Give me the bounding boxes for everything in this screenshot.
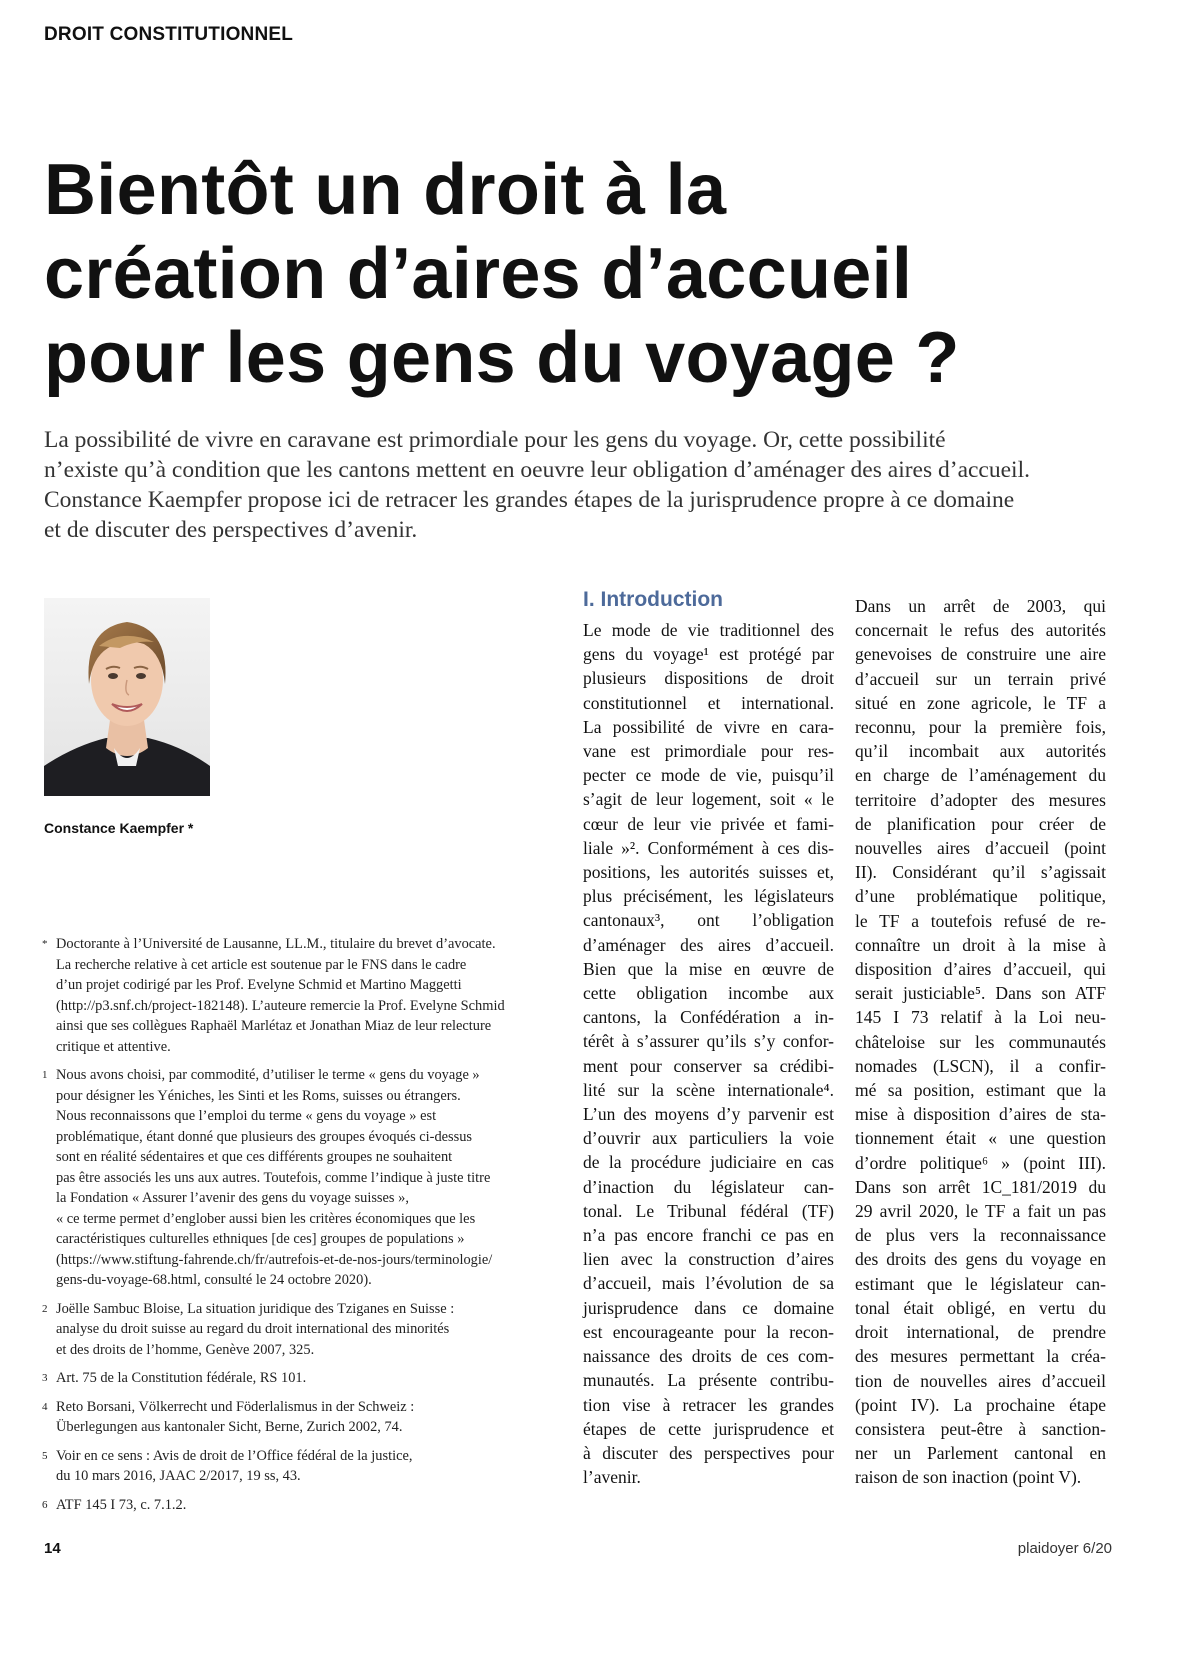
footnote-marker: 1 (42, 1069, 48, 1081)
footnote (40, 1397, 560, 1438)
body-text-line: La possibilité de vivre en cara- (583, 716, 834, 737)
footnote (40, 1446, 560, 1487)
body-text-line: de plus vers la reconnaissance (855, 1225, 1106, 1246)
footnote-line: (http://p3.snf.ch/project-182148). L’auteure remercie la Prof. Evelyne Schmid (56, 997, 505, 1014)
body-text-line: raison de son inaction (point V). (855, 1467, 1082, 1488)
body-text-line: mise à disposition d’aires de sta- (855, 1104, 1106, 1125)
body-text-line: d’aménager des aires d’accueil. (583, 934, 834, 955)
footnote-line: pas être associés les uns aux autres. Toutefois, comme l’indique à juste titre (56, 1169, 491, 1186)
footnote-line: pour désigner les Yéniches, les Sinti et les Roms, suisses ou étrangers. (56, 1087, 461, 1104)
title-line: Bientôt un droit à la (44, 150, 727, 230)
footnote-marker: 6 (42, 1498, 48, 1511)
footnote-line: Art. 75 de la Constitution fédérale, RS 101. (56, 1370, 307, 1386)
body-text-line: de la procédure judiciaire en cas (583, 1152, 834, 1173)
title-line: pour les gens du voyage ? (44, 318, 960, 398)
lead-line: Constance Kaempfer propose ici de retracer les grandes étapes de la jurisprudence propre à ce domaine (44, 487, 1015, 513)
body-text-line: nouvelles aires d’accueil (point (855, 838, 1106, 859)
footnote (40, 1065, 560, 1291)
footnote-line: Joëlle Sambuc Bloise, La situation juridique des Tziganes en Suisse : (56, 1300, 455, 1317)
body-text-line: Dans un arrêt de 2003, qui (855, 596, 1106, 616)
lead-paragraph (44, 425, 1164, 545)
footnote-marker: * (42, 938, 48, 950)
footnote-marker: 3 (42, 1372, 48, 1384)
footnote-line: Voir en ce sens : Avis de droit de l’Office fédéral de la justice, (56, 1447, 413, 1464)
body-text-line: plus précisément, les législateurs (583, 886, 834, 907)
footnote-line: Reto Borsani, Völkerrecht und Föderlalismus in der Schweiz : (56, 1398, 415, 1415)
section-heading-introduction: I. Introduction (583, 588, 723, 611)
footnote-line: d’un projet codirigé par les Prof. Evelyne Schmid et Martino Maggetti (56, 977, 462, 993)
body-text-line: des mesures permettant la créa- (855, 1346, 1106, 1367)
body-text-line: vane est primordiale pour res- (583, 741, 834, 762)
body-text-line: concernait le refus des autorités (855, 620, 1106, 641)
body-text-line: L’un des moyens d’y parvenir est (583, 1104, 834, 1125)
footnote-line: Überlegungen aus kantonaler Sicht, Berne, Zurich 2002, 74. (56, 1419, 403, 1435)
body-text-line: situé en zone agricole, le TF a (855, 692, 1106, 713)
body-text-line: est encourageante pour la recon- (583, 1321, 834, 1342)
body-text-line: tion vise à retracer les grandes (583, 1394, 834, 1415)
footnote-line: problématique, étant donné que plusieurs des groupes évoqués ci-dessus (56, 1128, 473, 1145)
body-text-line: nomades (LSCN), il a confir- (855, 1055, 1106, 1076)
body-text-line: tonal. Le Tribunal fédéral (TF) (583, 1200, 834, 1221)
footnote-line: la Fondation « Assurer l’avenir des gens du voyage suisses », (56, 1190, 409, 1206)
body-text-line: naissance des droits de ces com- (583, 1346, 834, 1367)
body-text-line: lien avec la construction d’aires (583, 1249, 834, 1270)
body-text-line: disposition d’aires d’accueil, qui (855, 959, 1106, 980)
body-text-line: jurisprudence dans ce domaine (583, 1297, 834, 1318)
body-text-line: estimant que le législateur can- (855, 1273, 1106, 1294)
body-text-line: plusieurs dispositions de droit (583, 668, 834, 689)
body-text-line: n’a pas encore franchi ce pas en (583, 1225, 834, 1246)
footnote-line: Doctorante à l’Université de Lausanne, LL.M., titulaire du brevet d’avocate. (56, 936, 496, 952)
body-text-line: châteloise sur les communautés (855, 1031, 1106, 1052)
body-text-line: Bien que la mise en œuvre de (583, 958, 834, 979)
body-text-line: pecter ce mode de vie, puisqu’il (583, 765, 834, 786)
body-text-line: cette obligation incombe aux (583, 983, 834, 1004)
body-text-line: tonal était obligé, en vertu du (855, 1297, 1106, 1318)
body-text-line: des droits des gens du voyage en (855, 1249, 1106, 1270)
footnote-line: (https://www.stiftung-fahrende.ch/fr/autrefois-et-de-nos-jours/terminologie/ (56, 1251, 493, 1268)
author-portrait (44, 598, 210, 796)
body-text-line: tionnement était « une question (855, 1128, 1106, 1149)
section-label: DROIT CONSTITUTIONNEL (44, 24, 294, 45)
body-text-line: ner un Parlement cantonal en (855, 1443, 1106, 1464)
footnote-marker: 2 (42, 1302, 48, 1315)
body-text-line: lité sur la scène internationale⁴. (583, 1079, 834, 1100)
body-text-line: genevoises de construire une aire (855, 644, 1106, 665)
lead-line: et de discuter des perspectives d’avenir. (44, 517, 418, 543)
body-text-line: qu’il incombait aux autorités (855, 741, 1106, 762)
title-line: création d’aires d’accueil (44, 234, 913, 314)
footnote-line: analyse du droit suisse au regard du droit international des minorités (56, 1321, 450, 1337)
body-text-line: droit international, de prendre (855, 1322, 1106, 1343)
footnote (40, 1495, 560, 1516)
body-text-line: reconnu, pour la première fois, (855, 717, 1106, 738)
body-text-line: consistera peut-être à sanction- (855, 1418, 1106, 1439)
body-text-line: 145 I 73 relatif à la Loi neu- (855, 1007, 1106, 1028)
footnote-line: critique et attentive. (56, 1038, 171, 1055)
footnote-line: ainsi que ses collègues Raphaël Marlétaz et Jonathan Miaz de leur relecture (56, 1018, 492, 1034)
footnote-line: caractéristiques culturelles ethniques [de ces] groupes de populations » (56, 1231, 465, 1247)
body-text-line: d’ordre politique⁶ » (point III). (855, 1152, 1106, 1173)
footnote-marker: 4 (42, 1400, 48, 1413)
body-text-line: l’avenir. (583, 1467, 641, 1488)
body-text-line: d’accueil sur un terrain privé (855, 668, 1106, 689)
footnote-line: Nous avons choisi, par commodité, d’utiliser le terme « gens du voyage » (56, 1067, 480, 1083)
footnote (40, 934, 560, 1057)
body-text-line: positions, les autorités suisses et, (583, 862, 834, 883)
author-caption: Constance Kaempfer * (44, 820, 194, 836)
body-text-line: étapes de cette jurisprudence et (583, 1418, 834, 1439)
body-text-line: le TF a toutefois refusé de re- (855, 910, 1106, 931)
text-column-right (855, 594, 1106, 1490)
body-text-line: Dans son arrêt 1C_181/2019 du (855, 1176, 1106, 1197)
page-number: 14 (44, 1540, 61, 1557)
body-text-line: ment pour conserver sa crédibi- (583, 1055, 834, 1076)
body-text-line: cœur de leur vie privée et fami- (583, 813, 834, 834)
body-text-line: munautés. La présente contribu- (583, 1370, 834, 1391)
body-text-line: cantonaux³, ont l’obligation (583, 910, 834, 931)
body-text-line: II). Considérant qu’il s’agissait (855, 862, 1106, 883)
lead-line: n’existe qu’à condition que les cantons mettent en oeuvre leur obligation d’aménager des aires d’accueil. (44, 457, 1030, 483)
body-text-line: de planification pour créer de (855, 813, 1106, 834)
body-text-line: constitutionnel et international. (583, 692, 834, 713)
footnote-line: « ce terme permet d’englober aussi bien les critères économiques que les (56, 1210, 476, 1227)
footnote (40, 1368, 560, 1389)
body-text-line: serait justiciable⁵. Dans son ATF (855, 983, 1106, 1004)
body-text-line: Le mode de vie traditionnel des (583, 620, 834, 640)
footnote-line: du 10 mars 2016, JAAC 2/2017, 19 ss, 43. (56, 1468, 301, 1484)
body-text-line: liale »². Conformément à ces dis- (583, 837, 834, 858)
footnotes (40, 934, 560, 1523)
magazine-issue: plaidoyer 6/20 (1017, 1540, 1112, 1557)
body-text-line: cantons, la Confédération a in- (583, 1007, 834, 1028)
body-text-line: d’ouvrir aux particuliers la voie (583, 1128, 834, 1149)
body-text-line: en charge de l’aménagement du (855, 765, 1106, 786)
footnote-line: gens-du-voyage-68.html, consulté le 24 octobre 2020). (56, 1272, 372, 1288)
body-text-line: gens du voyage¹ est protégé par (583, 644, 834, 665)
body-text-line: s’agit de leur logement, soit « le (583, 789, 834, 810)
body-text-line: d’inaction du législateur can- (583, 1176, 834, 1197)
body-text-line: territoire d’adopter des mesures (855, 789, 1106, 810)
body-text-line: à discuter des perspectives pour (583, 1442, 834, 1463)
body-text-line: (point IV). La prochaine étape (855, 1394, 1106, 1415)
body-text-line: térêt à s’assurer qu’ils s’y confor- (583, 1031, 834, 1052)
body-text-line: mé sa position, estimant que la (855, 1080, 1106, 1101)
footnote (40, 1299, 560, 1361)
body-text-line: 29 avril 2020, le TF a fait un pas (855, 1201, 1106, 1222)
lead-line: La possibilité de vivre en caravane est primordiale pour les gens du voyage. Or, cette possibilité (44, 427, 946, 453)
footnote-line: Nous reconnaissons que l’emploi du terme « gens du voyage » est (56, 1108, 437, 1124)
article-title (44, 148, 1164, 400)
body-text-line: d’accueil, mais l’évolution de sa (583, 1273, 834, 1294)
portrait-image (44, 598, 210, 796)
footnote-line: ATF 145 I 73, c. 7.1.2. (56, 1496, 187, 1513)
body-text-line: tion de nouvelles aires d’accueil (855, 1370, 1106, 1391)
body-text-line: connaître un droit à la mise à (855, 934, 1106, 955)
footnote-marker: 5 (42, 1449, 48, 1462)
text-column-introduction (583, 618, 834, 1489)
footnote-line: La recherche relative à cet article est soutenue par le FNS dans le cadre (56, 956, 467, 973)
body-text-line: d’une problématique politique, (855, 886, 1106, 907)
footnote-line: et des droits de l’homme, Genève 2007, 325. (56, 1341, 315, 1358)
footnote-line: sont en réalité sédentaires et que ces différents groupes ne souhaitent (56, 1149, 453, 1165)
